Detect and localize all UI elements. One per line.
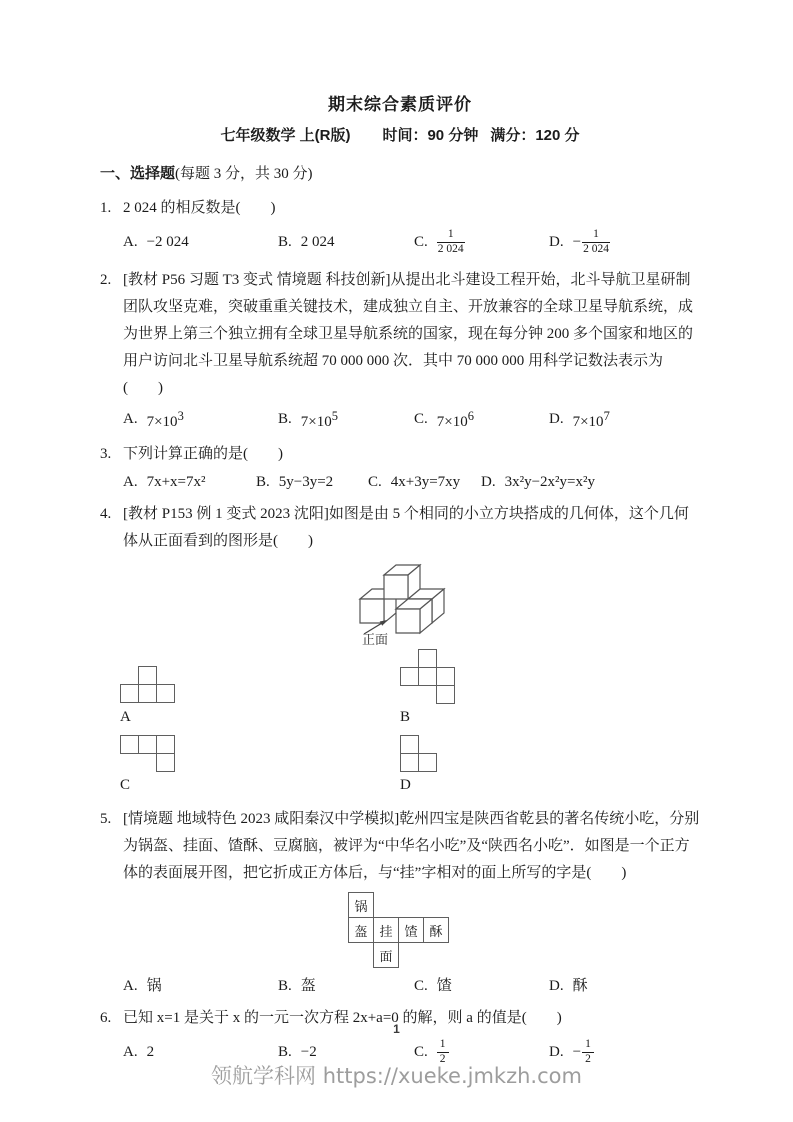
fraction-numerator: 1 bbox=[437, 1038, 449, 1053]
option-label: A. bbox=[123, 1044, 138, 1060]
option-label: B. bbox=[278, 234, 292, 250]
q4-figure-d bbox=[400, 735, 437, 772]
fraction-numerator: 1 bbox=[437, 228, 465, 243]
option-value: $7\times 10^3$ bbox=[146, 409, 184, 430]
grid-cell bbox=[400, 667, 419, 686]
grid-cell bbox=[418, 667, 437, 686]
q4-figure-d-label: D bbox=[400, 777, 411, 793]
q3-option-b bbox=[256, 470, 368, 494]
grid-cell bbox=[120, 684, 139, 703]
option-label: D. bbox=[549, 234, 564, 250]
question-5 bbox=[100, 806, 700, 887]
question-5-number: 5. bbox=[100, 811, 112, 827]
option-value: 4x+3y=7xy bbox=[390, 474, 461, 490]
fraction bbox=[582, 228, 610, 257]
option-label: B. bbox=[278, 411, 292, 427]
page-number: 1 bbox=[393, 1022, 400, 1036]
q1-option-d bbox=[549, 228, 700, 257]
option-value: −2 024 bbox=[146, 234, 189, 250]
option-value: −2 bbox=[300, 1044, 317, 1060]
option-label: A. bbox=[123, 978, 138, 994]
option-value: 3x²y−2x²y=x²y bbox=[504, 474, 596, 490]
question-3-number: 3. bbox=[100, 446, 112, 462]
section-heading bbox=[100, 160, 700, 188]
q1-option-a bbox=[123, 230, 278, 254]
q3-option-a bbox=[123, 470, 256, 494]
option-value: 7x+x=7x² bbox=[146, 474, 206, 490]
fraction-numerator: 1 bbox=[582, 1038, 594, 1053]
question-6-stem: 已知 x=1 是关于 x 的一元一次方程 2x+a=0 的解，则 a 的值是( ) bbox=[123, 1010, 562, 1026]
grid-cell bbox=[138, 684, 157, 703]
question-2-options bbox=[100, 404, 700, 434]
fraction-numerator: 1 bbox=[582, 228, 610, 243]
section-title: 一、选择题 bbox=[100, 165, 176, 182]
q2-option-b bbox=[278, 404, 414, 434]
q2-option-c bbox=[414, 404, 549, 434]
question-1 bbox=[100, 195, 700, 222]
course-label: 七年级数学 上(R版) bbox=[220, 127, 351, 144]
question-1-stem: 2 024 的相反数是( ) bbox=[123, 200, 276, 216]
q4-figure-c bbox=[120, 735, 175, 772]
question-3-options bbox=[100, 470, 700, 494]
option-value: 5y−3y=2 bbox=[278, 474, 334, 490]
option-label: A. bbox=[123, 234, 138, 250]
fraction-denominator: 2 bbox=[585, 1052, 591, 1065]
grid-cell bbox=[156, 684, 175, 703]
fraction bbox=[437, 228, 465, 257]
watermark-footer: 领航学科网 https://xueke.jmkzh.com bbox=[211, 1064, 582, 1088]
q5-option-c bbox=[414, 974, 549, 998]
question-5-stem: [情境题 地域特色 2023 咸阳秦汉中学模拟]乾州四宝是陕西省乾县的著名传统小吃，分别为锅盔、挂面、馇酥、豆腐脑，被评为“中华名小吃”及“陕西名小吃”．如图是一个正方体的表面展开图，把它折成正方体后，与“挂”字相对的面上所写的字是( ) bbox=[123, 811, 700, 881]
front-face-label: 正面 bbox=[362, 632, 389, 645]
option-label: A. bbox=[123, 411, 138, 427]
q1-option-b bbox=[278, 230, 414, 254]
exam-subtitle bbox=[100, 124, 700, 145]
grid-cell bbox=[120, 735, 139, 754]
minus-sign: − bbox=[572, 1044, 582, 1060]
q4-figure-c-label: C bbox=[120, 777, 131, 793]
time-label: 时间：90 分钟 bbox=[382, 127, 479, 144]
cube-net-figure bbox=[348, 892, 449, 968]
option-value: $7\times 10^6$ bbox=[436, 409, 474, 430]
option-value: $7\times 10^5$ bbox=[300, 409, 338, 430]
option-label: B. bbox=[256, 474, 270, 490]
option-value: 2 bbox=[146, 1044, 155, 1060]
q3-option-c bbox=[368, 470, 481, 494]
net-cell: 挂 bbox=[373, 917, 399, 943]
q3-option-d bbox=[481, 470, 700, 494]
option-label: C. bbox=[414, 1044, 428, 1060]
fraction-denominator: 2 024 bbox=[583, 242, 609, 255]
net-cell: 面 bbox=[373, 942, 399, 968]
minus-sign: − bbox=[572, 234, 582, 250]
page-title: 期末综合素质评价 bbox=[328, 95, 472, 114]
question-5-options bbox=[100, 974, 700, 998]
option-value: 锅 bbox=[146, 978, 162, 994]
net-cell: 锅 bbox=[348, 892, 374, 918]
score-label: 满分：120 分 bbox=[490, 127, 580, 144]
option-label: C. bbox=[414, 234, 428, 250]
option-label: D. bbox=[549, 1044, 564, 1060]
q4-figure-a bbox=[120, 666, 175, 703]
grid-cell bbox=[138, 735, 157, 754]
cube-net-container bbox=[348, 892, 700, 972]
cube-3d-drawing bbox=[352, 557, 482, 645]
net-cell: 盔 bbox=[348, 917, 374, 943]
option-label: B. bbox=[278, 978, 292, 994]
question-2-stem: [教材 P56 习题 T3 变式 情境题 科技创新]从提出北斗建设工程开始，北斗导航卫星研制团队攻坚克难，突破重重关键技术，建成独立自主、开放兼容的全球卫星导航系统，成为世界上第三个独立拥有全球卫星导航系统的国家，现在每分钟 200 多个国家和地区的用户访问北斗卫星导航系统超 70 000 000 次．其中 70 000 000 用科学记数法表示为( ) bbox=[123, 272, 694, 396]
grid-cell bbox=[156, 753, 175, 772]
fraction-denominator: 2 bbox=[439, 1052, 446, 1065]
fraction-denominator: 2 024 bbox=[437, 242, 464, 255]
option-label: D. bbox=[481, 474, 496, 490]
question-2 bbox=[100, 267, 700, 402]
q2-option-d bbox=[549, 404, 700, 434]
grid-cell bbox=[156, 735, 175, 754]
question-1-options bbox=[100, 224, 700, 260]
question-3-stem: 下列计算正确的是( ) bbox=[123, 446, 283, 462]
q1-option-c bbox=[414, 228, 549, 257]
option-label: D. bbox=[549, 978, 564, 994]
option-label: B. bbox=[278, 1044, 292, 1060]
page-content bbox=[100, 90, 700, 1070]
section-note: (每题 3 分，共 30 分) bbox=[175, 166, 313, 182]
grid-cell bbox=[400, 735, 419, 754]
question-1-number: 1. bbox=[100, 200, 112, 216]
grid-cell bbox=[138, 666, 157, 685]
q5-option-d bbox=[549, 974, 700, 998]
option-value: $7\times 10^7$ bbox=[572, 409, 610, 430]
grid-cell bbox=[418, 649, 437, 668]
q5-option-b bbox=[278, 974, 414, 998]
grid-cell bbox=[400, 753, 419, 772]
option-label: D. bbox=[549, 411, 564, 427]
option-value: 盔 bbox=[300, 978, 316, 994]
option-label: C. bbox=[368, 474, 382, 490]
question-4-stem: [教材 P153 例 1 变式 2023 沈阳]如图是由 5 个相同的小立方块搭成的几何体，这个几何体从正面看到的图形是( ) bbox=[123, 506, 689, 549]
net-cell: 馇 bbox=[398, 917, 424, 943]
question-2-number: 2. bbox=[100, 272, 112, 288]
grid-cell bbox=[436, 685, 455, 704]
q2-option-a bbox=[123, 404, 278, 434]
q4-figure-b-label: B bbox=[400, 709, 411, 725]
option-label: C. bbox=[414, 411, 428, 427]
q5-option-a bbox=[123, 974, 278, 998]
question-3 bbox=[100, 441, 700, 468]
grid-cell bbox=[436, 667, 455, 686]
question-4 bbox=[100, 501, 700, 555]
q4-option-figures bbox=[100, 647, 700, 799]
cube-3d-figure bbox=[352, 557, 700, 645]
option-label: C. bbox=[414, 978, 428, 994]
q4-figure-b bbox=[400, 649, 455, 704]
option-value: 馇 bbox=[436, 978, 452, 994]
net-cell: 酥 bbox=[423, 917, 449, 943]
option-label: A. bbox=[123, 474, 138, 490]
question-6-number: 6. bbox=[100, 1010, 112, 1026]
option-value: 2 024 bbox=[300, 234, 335, 250]
grid-cell bbox=[418, 753, 437, 772]
option-value: 酥 bbox=[572, 978, 588, 994]
q4-figure-a-label: A bbox=[120, 709, 131, 725]
question-4-number: 4. bbox=[100, 506, 112, 522]
